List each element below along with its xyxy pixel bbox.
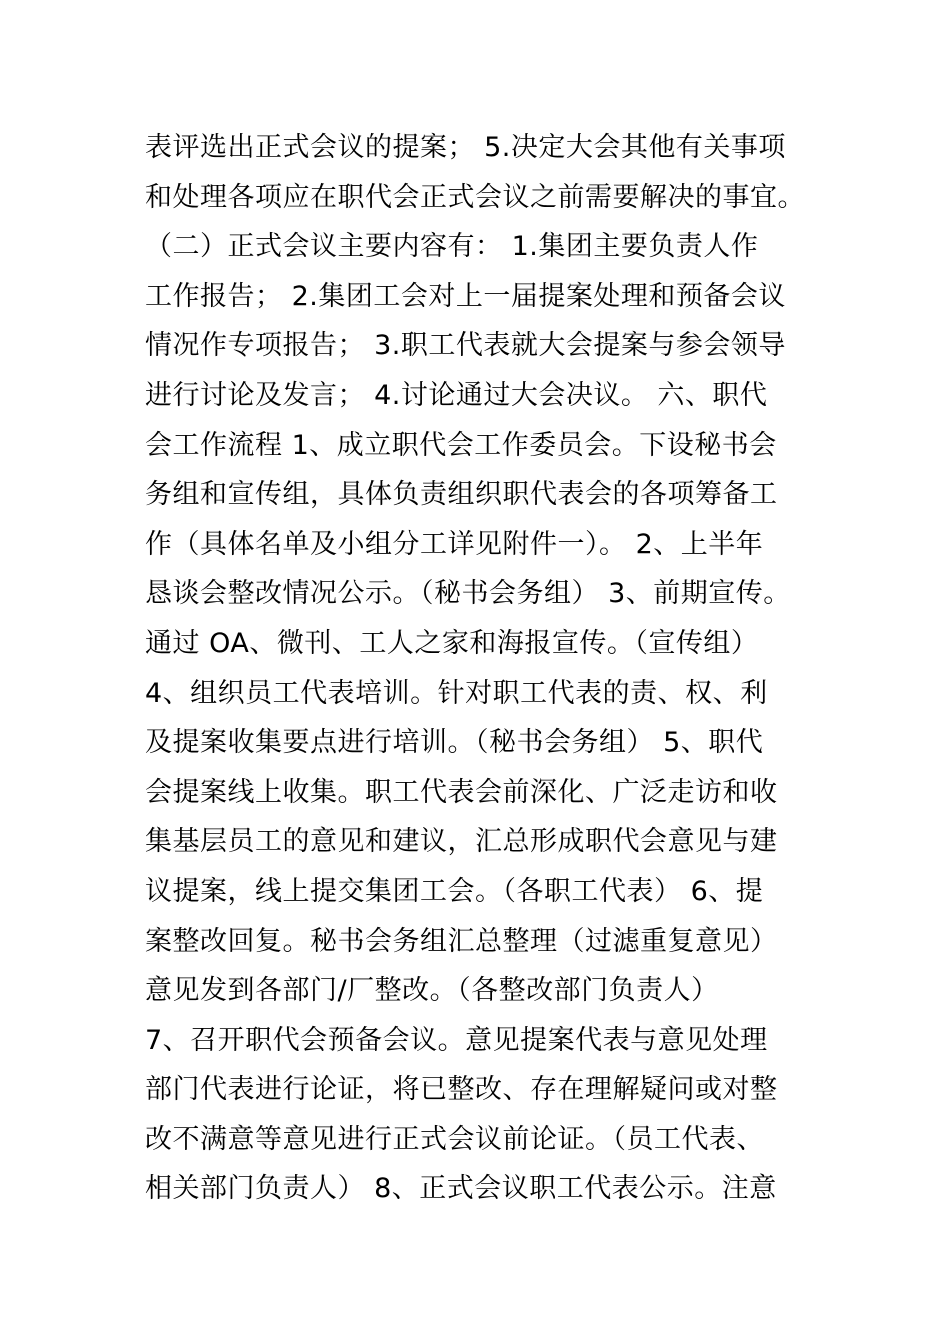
text-line: 改不满意等意见进行正式会议前论证。（员工代表、 [145,1123,764,1155]
text-line: 4、组织员工代表培训。针对职工代表的责、权、利 [145,677,768,709]
document-body [145,123,845,1214]
text-line: 恳谈会整改情况公示。（秘书会务组） 3、前期宣传。 [145,578,791,610]
text-line: 及提案收集要点进行培训。（秘书会务组） 5、职代 [145,727,764,759]
text-line: 7、召开职代会预备会议。意见提案代表与意见处理 [145,1024,768,1056]
text-line: 通过 OA、微刊、工人之家和海报宣传。（宣传组） [145,627,759,659]
text-line: 相关部门负责人） 8、正式会议职工代表公示。注意 [145,1173,777,1205]
text-line: 会工作流程 1、成立职代会工作委员会。下设秘书会 [145,429,777,461]
text-line: 和处理各项应在职代会正式会议之前需要解决的事宜。 [145,181,805,213]
text-line: 表评选出正式会议的提案； 5.决定大会其他有关事项 [145,132,786,163]
text-line: 集基层员工的意见和建议，汇总形成职代会意见与建 [145,826,778,858]
text-line: 意见发到各部门/厂整改。（各整改部门负责人） [145,975,719,1007]
text-line: 进行讨论及发言； 4.讨论通过大会决议。 六、职代 [145,379,768,411]
text-line: 务组和宣传组，具体负责组织职代表会的各项筹备工 [145,479,778,511]
text-line: 会提案线上收集。职工代表会前深化、广泛走访和收 [145,776,778,808]
text-line: 工作报告； 2.集团工会对上一届提案处理和预备会议 [145,280,786,312]
text-line: 作（具体名单及小组分工详见附件一）。 2、上半年 [145,528,764,560]
text-line: 部门代表进行论证，将已整改、存在理解疑问或对整 [145,1074,778,1106]
text-line: 议提案，线上提交集团工会。（各职工代表） 6、提 [145,875,764,907]
text-line: 案整改回复。秘书会务组汇总整理（过滤重复意见） [145,925,778,957]
text-line: 情况作专项报告； 3.职工代表就大会提案与参会领导 [145,330,786,362]
text-line: （二）正式会议主要内容有： 1.集团主要负责人作 [145,231,759,263]
